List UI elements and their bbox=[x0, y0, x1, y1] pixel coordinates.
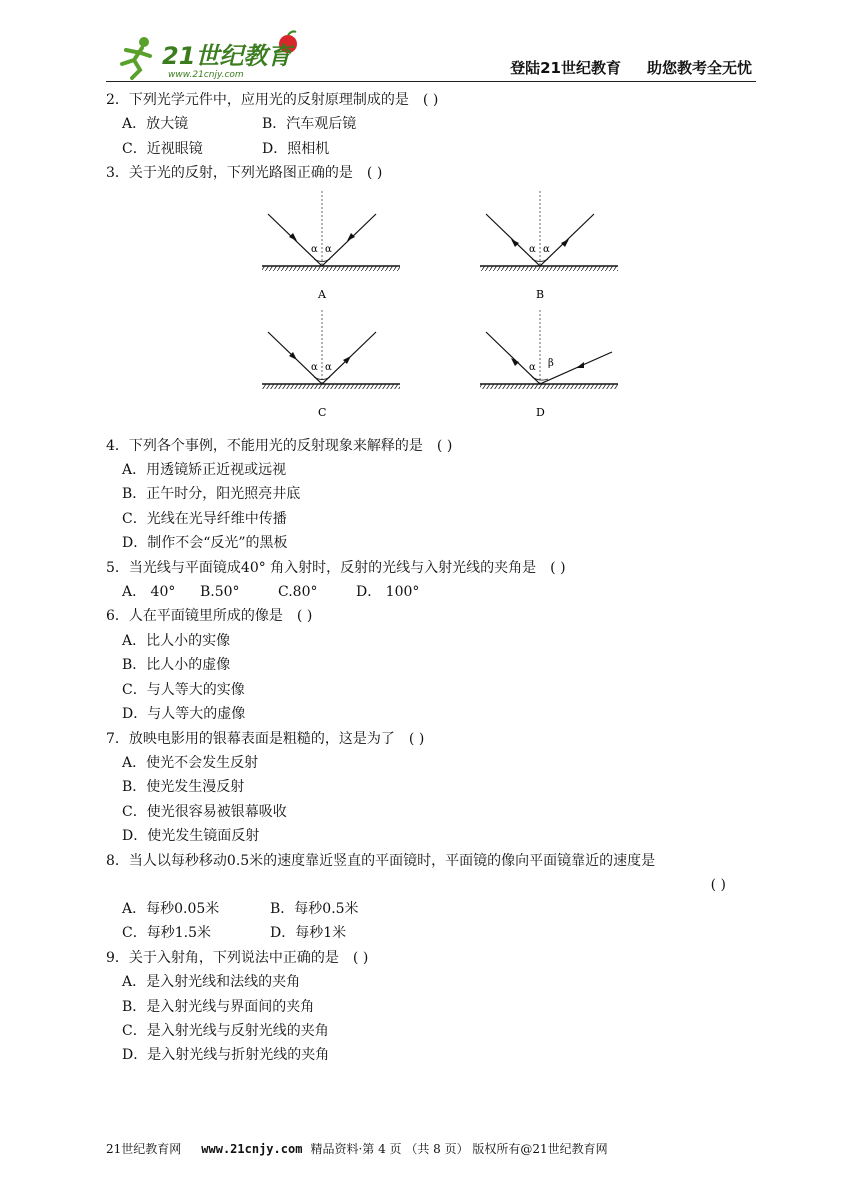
question-stem: 5．当光线与平面镜成40° 角入射时，反射的光线与入射光线的夹角是 bbox=[106, 559, 537, 576]
option-b: B．每秒0.5米 bbox=[270, 900, 359, 917]
footer-page-info: 精品资料·第 4 页 （共 8 页） 版权所有@21世纪教育网 bbox=[310, 1142, 608, 1156]
diagram-label-b: B bbox=[536, 287, 545, 301]
runner-icon bbox=[122, 37, 150, 78]
diagram-d bbox=[480, 310, 618, 419]
option-a: A．比人小的实像 bbox=[122, 632, 231, 649]
question-3 bbox=[106, 161, 756, 433]
reflection-diagrams bbox=[106, 186, 756, 434]
header-divider bbox=[106, 81, 756, 82]
diagram-b bbox=[480, 191, 618, 301]
answer-bracket: ( ) bbox=[550, 559, 566, 576]
alpha-label: α bbox=[543, 243, 550, 255]
option-c: C．与人等大的实像 bbox=[122, 681, 245, 698]
option-a: A．使光不会发生反射 bbox=[122, 754, 259, 771]
beta-label: β bbox=[548, 357, 554, 369]
question-stem: 4．下列各个事例，不能用光的反射现象来解释的是 bbox=[106, 437, 423, 454]
page-header bbox=[106, 30, 756, 82]
question-stem: 2．下列光学元件中，应用光的反射原理制成的是 bbox=[106, 92, 409, 108]
answer-bracket: ( ) bbox=[436, 437, 453, 454]
question-8 bbox=[106, 849, 756, 946]
answer-bracket: ( ) bbox=[710, 876, 726, 893]
answer-bracket: ( ) bbox=[422, 92, 439, 108]
question-2 bbox=[106, 88, 756, 161]
option-d: D．是入射光线与折射光线的夹角 bbox=[122, 1047, 330, 1064]
diagram-label-c: C bbox=[318, 405, 327, 419]
diagram-label-d: D bbox=[536, 405, 545, 419]
question-stem: 6．人在平面镜里所成的像是 bbox=[106, 608, 283, 625]
alpha-label: α bbox=[325, 361, 332, 373]
header-slogan bbox=[484, 57, 752, 78]
alpha-label: α bbox=[529, 243, 536, 255]
question-5 bbox=[106, 556, 756, 605]
diagram-a bbox=[262, 191, 400, 301]
logo bbox=[106, 30, 306, 80]
option-a: A．用透镜矫正近视或远视 bbox=[122, 462, 287, 479]
option-a: A．是入射光线和法线的夹角 bbox=[122, 974, 301, 991]
page-footer bbox=[106, 1140, 756, 1157]
option-c: C．是入射光线与反射光线的夹角 bbox=[122, 1022, 329, 1039]
option-c: C．使光很容易被银幕吸收 bbox=[122, 803, 287, 820]
question-stem: 8．当人以每秒移动0.5米的速度靠近竖直的平面镜时，平面镜的像向平面镜靠近的速度是 bbox=[106, 852, 656, 869]
option-b: B．比人小的虚像 bbox=[122, 657, 231, 674]
alpha-label: α bbox=[325, 243, 332, 255]
option-b: B．是入射光线与界面间的夹角 bbox=[122, 998, 315, 1015]
option-c: C.80° bbox=[278, 584, 318, 601]
option-d: D．照相机 bbox=[262, 140, 330, 157]
option-a: A． 40° bbox=[122, 584, 176, 601]
question-stem: 3．关于光的反射，下列光路图正确的是 bbox=[106, 165, 353, 182]
answer-bracket: ( ) bbox=[352, 949, 369, 966]
option-a: A．每秒0.05米 bbox=[122, 900, 220, 917]
answer-bracket: ( ) bbox=[296, 608, 313, 625]
question-list bbox=[106, 88, 756, 1068]
question-9 bbox=[106, 946, 756, 1068]
option-a: A．放大镜 bbox=[122, 116, 189, 133]
option-c: C．光线在光导纤维中传播 bbox=[122, 510, 287, 527]
option-d: D． 100° bbox=[356, 584, 420, 601]
diagram-c bbox=[262, 310, 400, 419]
question-stem: 7．放映电影用的银幕表面是粗糙的，这是为了 bbox=[106, 730, 395, 747]
option-d: D．使光发生镜面反射 bbox=[122, 828, 260, 845]
option-d: D．每秒1米 bbox=[270, 925, 347, 942]
logo-text: 21世纪教育 bbox=[162, 42, 292, 70]
option-c: C．近视眼镜 bbox=[122, 140, 203, 157]
alpha-label: α bbox=[311, 243, 318, 255]
option-d: D．制作不会“反光”的黑板 bbox=[122, 535, 288, 552]
slogan-right: 助您教考全无忧 bbox=[646, 59, 752, 77]
slogan-left: 登陆21世纪教育 bbox=[510, 59, 621, 77]
question-4 bbox=[106, 434, 756, 556]
option-c: C．每秒1.5米 bbox=[122, 925, 211, 942]
question-6 bbox=[106, 604, 756, 726]
option-b: B．正午时分，阳光照亮井底 bbox=[122, 486, 301, 503]
logo-url: www.21cnjy.com bbox=[168, 70, 244, 80]
footer-site-link[interactable]: www.21cnjy.com bbox=[201, 1142, 303, 1156]
footer-org: 21世纪教育网 bbox=[106, 1142, 182, 1156]
answer-bracket: ( ) bbox=[408, 730, 425, 747]
option-b: B．汽车观后镜 bbox=[262, 116, 357, 133]
answer-bracket: ( ) bbox=[366, 165, 383, 182]
question-stem: 9．关于入射角，下列说法中正确的是 bbox=[106, 949, 339, 966]
question-7 bbox=[106, 727, 756, 849]
alpha-label: α bbox=[529, 361, 536, 373]
alpha-label: α bbox=[311, 361, 318, 373]
option-b: B.50° bbox=[200, 584, 240, 601]
option-d: D．与人等大的虚像 bbox=[122, 706, 246, 723]
option-b: B．使光发生漫反射 bbox=[122, 779, 245, 796]
diagram-label-a: A bbox=[318, 287, 326, 301]
